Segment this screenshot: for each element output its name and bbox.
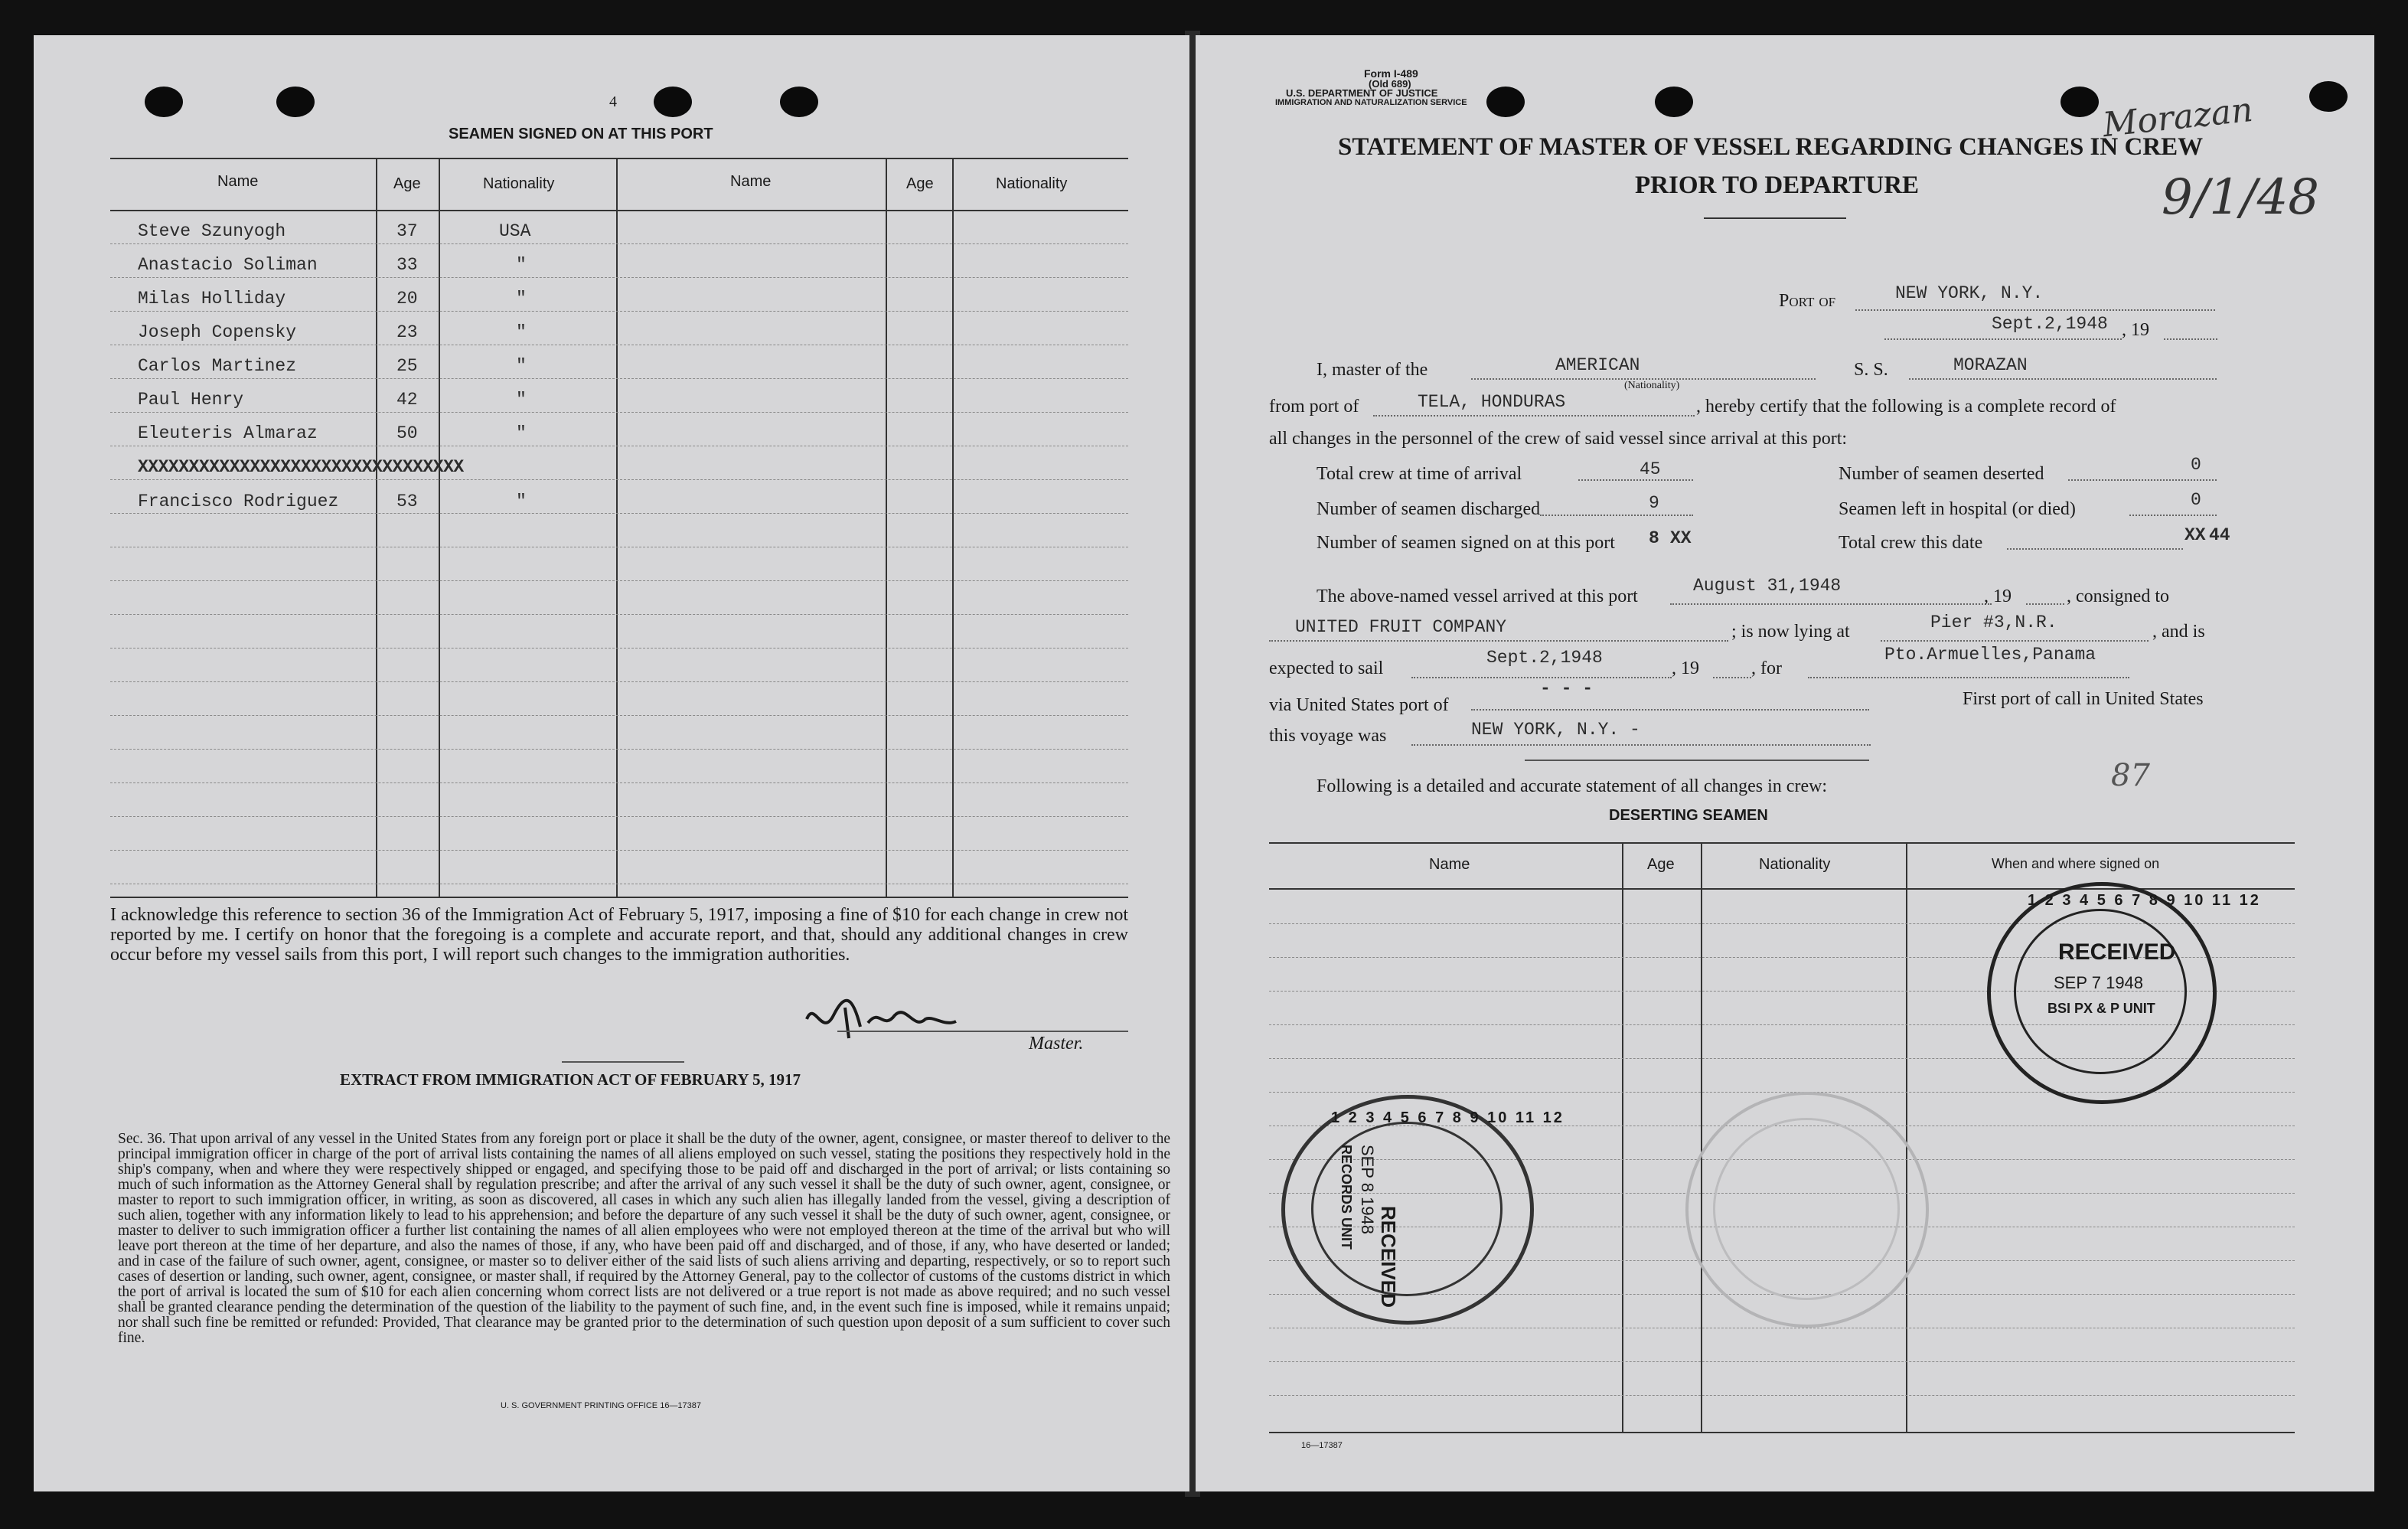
acknowledgement-text: I acknowledge this reference to section 36 of the Immigration Act of February 5, 1917, imposing a fine of $10 for each change in crew not reported by me. I certify on honor that the foregoing is a complete and accurate report, and that, should any additional changes in crew occur before my vessel sails from this port, I will report such changes to the immigration authorities. — [110, 905, 1128, 965]
right-page — [1196, 35, 2374, 1491]
page-number: 4 — [609, 93, 617, 110]
table-row-line — [110, 715, 1128, 716]
seaman-name: Anastacio Soliman — [138, 255, 318, 275]
deserting-col-age: Age — [1647, 856, 1675, 873]
seaman-age: 42 — [396, 390, 418, 410]
total-crew-arrival-value: 45 — [1640, 459, 1661, 479]
table-bottom-rule — [110, 897, 1128, 898]
seaman-nationality: " — [516, 390, 527, 410]
seaman-name: Milas Holliday — [138, 289, 286, 309]
printer-line: U. S. GOVERNMENT PRINTING OFFICE 16—17387 — [501, 1401, 702, 1410]
form-subtitle: PRIOR TO DEPARTURE — [1635, 172, 1920, 199]
form-title: STATEMENT OF MASTER OF VESSEL REGARDING CHANGES IN CREW — [1338, 133, 2204, 161]
left-page — [34, 35, 1189, 1491]
punch-hole — [780, 87, 818, 117]
stamp-ring-numbers: 1 2 3 4 5 6 7 8 9 10 11 12 — [2028, 892, 2261, 909]
form-footer: 16—17387 — [1301, 1441, 1343, 1450]
total-this-date-value: 44 — [2209, 525, 2230, 545]
arrived-year-prefix: , 19 — [1984, 586, 2012, 606]
punch-hole — [276, 87, 315, 117]
arrived-value: August 31,1948 — [1693, 576, 1842, 596]
section-title: SEAMEN SIGNED ON AT THIS PORT — [449, 126, 713, 142]
table-row-line — [110, 614, 1128, 615]
seaman-age: 20 — [396, 289, 418, 309]
date-value: Sept.2,1948 — [1992, 314, 2108, 334]
lying-value: Pier #3,N.R. — [1930, 613, 2057, 632]
table-row-line — [110, 850, 1128, 851]
seaman-name: Francisco Rodriguez — [138, 492, 339, 511]
arrived-label: The above-named vessel arrived at this port — [1317, 586, 1638, 606]
punch-hole — [145, 87, 183, 117]
stamp-ring-numbers: 1 2 3 4 5 6 7 8 9 10 11 12 — [1331, 1109, 1565, 1126]
stamp-date: SEP 8 1948 — [1358, 1145, 1377, 1235]
total-this-date-struck: XX — [2184, 525, 2206, 545]
signed-on-label: Number of seamen signed on at this port — [1317, 533, 1615, 553]
seaman-age: 33 — [396, 255, 418, 275]
seaman-nationality: " — [516, 492, 527, 511]
master-label: Master. — [1029, 1034, 1084, 1054]
stamp-unit: RECORDS UNIT — [1339, 1145, 1354, 1250]
deserting-col-when-where: When and where signed on — [1992, 856, 2160, 871]
table-header-rule — [110, 210, 1128, 211]
deserting-col-nationality: Nationality — [1759, 856, 1831, 873]
discharged-label: Number of seamen discharged — [1317, 499, 1541, 519]
expected-sail-value: Sept.2,1948 — [1486, 648, 1603, 668]
port-value: NEW YORK, N.Y. — [1895, 283, 2044, 303]
col-header-nationality: Nationality — [483, 175, 555, 192]
seaman-name: Joseph Copensky — [138, 322, 297, 342]
faint-stamp — [1685, 1092, 1929, 1328]
punch-hole — [2309, 81, 2348, 112]
table-row-line — [110, 648, 1128, 649]
and-is-text: , and is — [2152, 622, 2205, 642]
deserting-title: DESERTING SEAMEN — [1609, 807, 1768, 824]
punch-hole — [2061, 87, 2099, 117]
stamp-date: SEP 7 1948 — [2054, 973, 2144, 992]
discharged-value: 9 — [1649, 493, 1659, 513]
deserting-row-line — [1269, 1395, 2295, 1396]
hospital-value: 0 — [2191, 490, 2201, 510]
handwritten-ship-name: Morazan — [2100, 90, 2255, 145]
voyage-value: NEW YORK, N.Y. - — [1471, 720, 1640, 740]
seaman-name: Eleuteris Almaraz — [138, 423, 318, 443]
stamp-unit: BSI PX & P UNIT — [2047, 1001, 2155, 1016]
voyage-label: this voyage was — [1269, 726, 1387, 746]
seaman-name: Steve Szunyogh — [138, 221, 286, 241]
table-row-line — [110, 243, 1128, 244]
year-prefix: , 19 — [2122, 320, 2149, 340]
punch-hole — [654, 87, 692, 117]
seaman-age: 37 — [396, 221, 418, 241]
seaman-name: Paul Henry — [138, 390, 244, 410]
department-line: U.S. DEPARTMENT OF JUSTICE — [1286, 87, 1438, 99]
master-of-the-label: I, master of the — [1317, 360, 1428, 380]
expected-year-prefix: , 19 — [1672, 658, 1699, 678]
col-header-age-2: Age — [906, 175, 934, 192]
seaman-nationality: " — [516, 423, 527, 443]
table-row-line — [110, 681, 1128, 682]
received-stamp-sep8 — [1281, 1095, 1565, 1325]
total-this-date-label: Total crew this date — [1839, 533, 1983, 553]
table-row-line — [110, 277, 1128, 278]
lying-label: ; is now lying at — [1731, 622, 1850, 642]
table-row-line — [110, 311, 1128, 312]
changes-text: all changes in the personnel of the crew of said vessel since arrival at this port: — [1269, 429, 1848, 449]
seaman-age: 50 — [396, 423, 418, 443]
seaman-nationality: USA — [499, 221, 531, 241]
consignee-value: UNITED FRUIT COMPANY — [1295, 617, 1507, 637]
from-port-value: TELA, HONDURAS — [1418, 392, 1566, 412]
extract-text: Sec. 36. That upon arrival of any vessel in the United States from any foreign port or place it shall be the duty of the owner, agent, consignee, or master thereof to deliver to the principal immigration officer in charge of the port of arrival lists containing the names of all aliens employed on such vessel, stating the positions they respectively hold in the ship's company, when and where they were respectively shipped or engaged, and specifying those to be paid off and discharged in the port of arrival; or lists containing so much of such information as the Attorney General shall by regulation prescribe; and after the arrival of any such vessel it shall be the duty of such owner, agent, consignee, or master to report to such immigration officer, in writing, as soon as discovered, all cases in which any such alien has illegally landed from the vessel, giving a description of such alien, together with any information likely to lead to his apprehension; and before the departure of any such vessel it shall be the duty of such owner, agent, consignee, or master to deliver to such immigration officer a further list containing the names of all alien employees who were not employed thereon at the time of the arrival but who will leave port thereon at the time of her departure, and also the names of those, if any, who have been paid off and discharged, and of those, if any, who have deserted or landed; and in case of the failure of such owner, agent, consignee, or master so to deliver either of the said lists of such aliens arriving and departing, respectively, or so to report such cases of desertion or landing, such owner, agent, consignee, or master shall, if required by the Attorney General, pay to the collector of customs of the customs district in which the port of arrival is located the sum of $10 for each alien concerning whom correct lists are not delivered or a true report is not made as above required; and no such vessel shall be granted clearance pending the determination of the question of the liability to the payment of such fine, and, in the event such fine is imposed, while it remains unpaid; nor shall such fine be remitted or refunded: Provided, That clearance may be granted prior to the determination of such question upon deposit of a sum sufficient to cover such fine. — [118, 1131, 1170, 1346]
deserted-label: Number of seamen deserted — [1839, 464, 2044, 484]
hospital-label: Seamen left in hospital (or died) — [1839, 499, 2076, 519]
following-text: Following is a detailed and accurate statement of all changes in crew: — [1317, 776, 1828, 796]
table-top-rule — [110, 158, 1128, 159]
deserting-col-name: Name — [1429, 856, 1470, 873]
for-label: , for — [1751, 658, 1782, 678]
deserting-row-line — [1269, 1361, 2295, 1362]
port-label: Port of — [1779, 291, 1836, 311]
nationality-caption: (Nationality) — [1624, 380, 1680, 391]
col-header-nationality-2: Nationality — [996, 175, 1068, 192]
seaman-age: 23 — [396, 322, 418, 342]
signed-on-value: 8 — [1649, 528, 1659, 548]
col-header-name: Name — [217, 173, 259, 190]
punch-hole — [1486, 87, 1525, 117]
seaman-age: 25 — [396, 356, 418, 376]
table-row-line — [110, 378, 1128, 379]
handwritten-number: 87 — [2111, 758, 2150, 793]
destination-value: Pto.Armuelles,Panama — [1884, 645, 2096, 665]
stamp-received-word: RECEIVED — [1377, 1206, 1400, 1308]
total-crew-arrival-label: Total crew at time of arrival — [1317, 464, 1522, 484]
via-label: via United States port of — [1269, 695, 1449, 715]
form-old-number: (Old 689) — [1369, 78, 1411, 90]
table-row-line — [110, 580, 1128, 581]
via-value: - - - — [1540, 678, 1594, 698]
struck-out-line: XXXXXXXXXXXXXXXXXXXXXXXXXXXXXXXX — [138, 457, 464, 477]
table-row-line — [110, 816, 1128, 817]
consigned-label: , consigned to — [2067, 586, 2169, 606]
nationality-value: AMERICAN — [1555, 355, 1640, 375]
seaman-nationality: " — [516, 322, 527, 342]
received-stamp-sep7 — [1987, 882, 2261, 1104]
form-number: Form I-489 — [1364, 67, 1418, 80]
expected-sail-label: expected to sail — [1269, 658, 1384, 678]
from-port-label: from port of — [1269, 397, 1359, 417]
signed-on-struck: XX — [1670, 528, 1692, 548]
extract-title: EXTRACT FROM IMMIGRATION ACT OF FEBRUARY 5, 1917 — [340, 1070, 801, 1089]
deserted-value: 0 — [2191, 455, 2201, 475]
table-row-line — [110, 479, 1128, 480]
table-row-line — [110, 782, 1128, 783]
seaman-nationality: " — [516, 356, 527, 376]
punch-hole — [1655, 87, 1693, 117]
col-header-age: Age — [393, 175, 421, 192]
seaman-name: Carlos Martinez — [138, 356, 297, 376]
seaman-age: 53 — [396, 492, 418, 511]
table-row-line — [110, 749, 1128, 750]
table-row-line — [110, 412, 1128, 413]
stamp-received-word: RECEIVED — [2058, 939, 2176, 965]
col-header-name-2: Name — [730, 173, 772, 190]
table-row-line — [110, 513, 1128, 514]
master-signature — [791, 985, 983, 1054]
seaman-nationality: " — [516, 255, 527, 275]
seaman-nationality: " — [516, 289, 527, 309]
ss-label: S. S. — [1854, 360, 1888, 380]
first-port-label: First port of call in United States — [1963, 689, 2204, 709]
handwritten-date: 9/1/48 — [2162, 169, 2319, 226]
ship-name-value: MORAZAN — [1953, 355, 2028, 375]
service-line: IMMIGRATION AND NATURALIZATION SERVICE — [1275, 98, 1467, 107]
certify-text: , hereby certify that the following is a complete record of — [1696, 397, 2116, 417]
